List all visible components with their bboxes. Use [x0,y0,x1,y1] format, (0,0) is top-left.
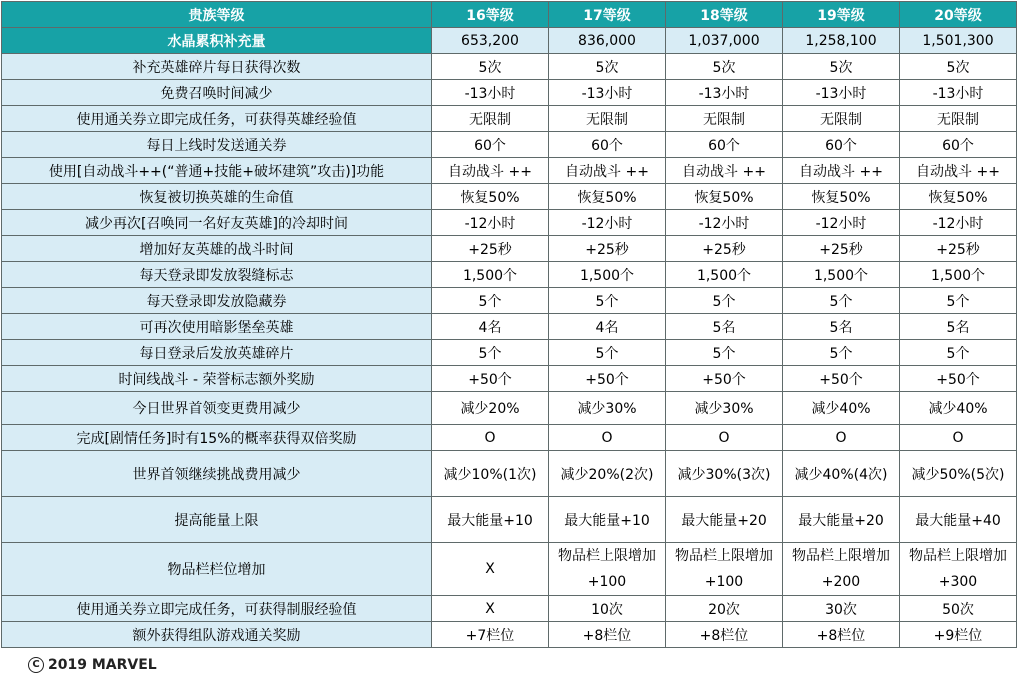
value-cell-level-20: +50个 [900,366,1017,392]
table-row [2,596,1017,622]
value-cell-level-20: O [900,425,1017,451]
value-cell-level-17: 5次 [549,54,666,80]
value-cell-level-19: 最大能量+20 [783,497,900,543]
value-cell-level-16: X [432,543,549,596]
value-cell-level-16: -13小时 [432,80,549,106]
value-cell-level-18: 1,500个 [666,262,783,288]
row-label: 时间线战斗 - 荣誉标志额外奖励 [2,366,432,392]
value-cell-level-20: 50次 [900,596,1017,622]
value-cell-level-17: 最大能量+10 [549,497,666,543]
value-cell-level-16: -12小时 [432,210,549,236]
table-row [2,28,1017,54]
copyright-icon: C [28,657,44,673]
row-label: 水晶累积补充量 [2,28,432,54]
value-cell-level-17: 减少20%(2次) [549,451,666,497]
value-cell-level-20: 5个 [900,288,1017,314]
value-cell-level-19: 减少40% [783,392,900,425]
value-cell-level-19: 恢复50% [783,184,900,210]
table-row [2,184,1017,210]
value-cell-level-16: 最大能量+10 [432,497,549,543]
value-cell-level-20: 5个 [900,340,1017,366]
table-row [2,236,1017,262]
value-cell-level-17: O [549,425,666,451]
header-cell-18: 18等级 [666,2,783,28]
value-cell-level-20: 60个 [900,132,1017,158]
value-cell-level-16: 1,500个 [432,262,549,288]
value-cell-level-17: 10次 [549,596,666,622]
value-cell-level-17: 自动战斗 ++ [549,158,666,184]
copyright-text: 2019 MARVEL [48,657,157,673]
row-label: 使用通关券立即完成任务，可获得英雄经验值 [2,106,432,132]
table-row [2,54,1017,80]
value-cell-level-16: 5个 [432,288,549,314]
value-cell-level-17: 无限制 [549,106,666,132]
value-cell-level-16: 5个 [432,340,549,366]
value-cell-level-18: 物品栏上限增加+100 [666,543,783,596]
value-cell-level-18: O [666,425,783,451]
table-row [2,425,1017,451]
table-row [2,314,1017,340]
value-cell-level-18: 5名 [666,314,783,340]
value-cell-level-18: 自动战斗 ++ [666,158,783,184]
row-label: 每天登录即发放隐藏券 [2,288,432,314]
value-cell-level-20: 物品栏上限增加+300 [900,543,1017,596]
value-cell-level-16: X [432,596,549,622]
value-cell-level-17: -12小时 [549,210,666,236]
table-row [2,80,1017,106]
value-cell-level-16: 4名 [432,314,549,340]
value-cell-level-16: +50个 [432,366,549,392]
row-label: 世界首领继续挑战费用减少 [2,451,432,497]
value-cell-level-17: 物品栏上限增加+100 [549,543,666,596]
value-cell-level-16: 恢复50% [432,184,549,210]
value-cell-level-18: 恢复50% [666,184,783,210]
value-cell-level-18: +50个 [666,366,783,392]
value-cell-level-19: 30次 [783,596,900,622]
value-cell-level-18: 最大能量+20 [666,497,783,543]
row-label: 物品栏栏位增加 [2,543,432,596]
header-cell-20: 20等级 [900,2,1017,28]
value-cell-level-19: +25秒 [783,236,900,262]
row-label: 每天登录即发放裂缝标志 [2,262,432,288]
header-row [2,2,1017,28]
value-cell-level-19: 5次 [783,54,900,80]
value-cell-level-18: 20次 [666,596,783,622]
table-row [2,106,1017,132]
row-label: 额外获得组队游戏通关奖励 [2,622,432,648]
value-cell-level-16: 5次 [432,54,549,80]
value-cell-level-19: 60个 [783,132,900,158]
value-cell-level-16: 无限制 [432,106,549,132]
value-cell-level-17: 减少30% [549,392,666,425]
row-label: 恢复被切换英雄的生命值 [2,184,432,210]
value-cell-level-18: 减少30% [666,392,783,425]
value-cell-level-18: 5个 [666,340,783,366]
value-cell-level-19: 物品栏上限增加+200 [783,543,900,596]
value-cell-level-16: +7栏位 [432,622,549,648]
value-cell-level-18: 1,037,000 [666,28,783,54]
header-cell-17: 17等级 [549,2,666,28]
value-cell-level-19: -12小时 [783,210,900,236]
value-cell-level-17: 5个 [549,288,666,314]
table-row [2,340,1017,366]
table-row [2,288,1017,314]
value-cell-level-16: 60个 [432,132,549,158]
row-label: 每日登录后发放英雄碎片 [2,340,432,366]
row-label: 减少再次[召唤同一名好友英雄]的冷却时间 [2,210,432,236]
row-label: 补充英雄碎片每日获得次数 [2,54,432,80]
row-label: 使用[自动战斗++(“普通+技能+破坏建筑”攻击)]功能 [2,158,432,184]
value-cell-level-18: +8栏位 [666,622,783,648]
value-cell-level-18: -12小时 [666,210,783,236]
table-row [2,622,1017,648]
value-cell-level-20: +9栏位 [900,622,1017,648]
value-cell-level-17: 1,500个 [549,262,666,288]
value-cell-level-20: 最大能量+40 [900,497,1017,543]
value-cell-level-17: 60个 [549,132,666,158]
value-cell-level-18: +25秒 [666,236,783,262]
header-cell-16: 16等级 [432,2,549,28]
row-label: 每日上线时发送通关券 [2,132,432,158]
value-cell-level-16: 自动战斗 ++ [432,158,549,184]
row-label: 完成[剧情任务]时有15%的概率获得双倍奖励 [2,425,432,451]
value-cell-level-19: 5名 [783,314,900,340]
value-cell-level-16: 减少10%(1次) [432,451,549,497]
value-cell-level-18: 无限制 [666,106,783,132]
value-cell-level-19: 1,258,100 [783,28,900,54]
value-cell-level-20: 5次 [900,54,1017,80]
value-cell-level-18: -13小时 [666,80,783,106]
noble-level-table [1,1,1017,648]
table-row [2,262,1017,288]
header-cell-19: 19等级 [783,2,900,28]
value-cell-level-20: 1,501,300 [900,28,1017,54]
value-cell-level-20: 无限制 [900,106,1017,132]
value-cell-level-20: 1,500个 [900,262,1017,288]
value-cell-level-19: -13小时 [783,80,900,106]
value-cell-level-19: 无限制 [783,106,900,132]
value-cell-level-17: -13小时 [549,80,666,106]
value-cell-level-19: 5个 [783,340,900,366]
value-cell-level-19: 减少40%(4次) [783,451,900,497]
value-cell-level-17: +25秒 [549,236,666,262]
table-row [2,132,1017,158]
value-cell-level-20: 减少50%(5次) [900,451,1017,497]
header-cell-level: 贵族等级 [2,2,432,28]
value-cell-level-18: 5个 [666,288,783,314]
table-row [2,366,1017,392]
value-cell-level-19: O [783,425,900,451]
value-cell-level-19: 1,500个 [783,262,900,288]
value-cell-level-18: 减少30%(3次) [666,451,783,497]
value-cell-level-19: 5个 [783,288,900,314]
value-cell-level-17: 836,000 [549,28,666,54]
row-label: 可再次使用暗影堡垒英雄 [2,314,432,340]
value-cell-level-20: -13小时 [900,80,1017,106]
copyright-footer [28,657,157,673]
table-row [2,451,1017,497]
table-row [2,158,1017,184]
table-row [2,392,1017,425]
table-row [2,543,1017,596]
value-cell-level-20: 减少40% [900,392,1017,425]
row-label: 今日世界首领变更费用减少 [2,392,432,425]
value-cell-level-17: 4名 [549,314,666,340]
row-label: 提高能量上限 [2,497,432,543]
value-cell-level-16: +25秒 [432,236,549,262]
value-cell-level-18: 5次 [666,54,783,80]
value-cell-level-20: 恢复50% [900,184,1017,210]
value-cell-level-16: 减少20% [432,392,549,425]
value-cell-level-17: +8栏位 [549,622,666,648]
value-cell-level-18: 60个 [666,132,783,158]
value-cell-level-20: -12小时 [900,210,1017,236]
value-cell-level-17: 恢复50% [549,184,666,210]
row-label: 使用通关券立即完成任务，可获得制服经验值 [2,596,432,622]
value-cell-level-17: +50个 [549,366,666,392]
value-cell-level-19: +8栏位 [783,622,900,648]
value-cell-level-19: 自动战斗 ++ [783,158,900,184]
value-cell-level-20: 自动战斗 ++ [900,158,1017,184]
value-cell-level-20: 5名 [900,314,1017,340]
value-cell-level-20: +25秒 [900,236,1017,262]
row-label: 免费召唤时间减少 [2,80,432,106]
value-cell-level-16: O [432,425,549,451]
value-cell-level-16: 653,200 [432,28,549,54]
row-label: 增加好友英雄的战斗时间 [2,236,432,262]
table-row [2,210,1017,236]
table-row [2,497,1017,543]
value-cell-level-19: +50个 [783,366,900,392]
value-cell-level-17: 5个 [549,340,666,366]
